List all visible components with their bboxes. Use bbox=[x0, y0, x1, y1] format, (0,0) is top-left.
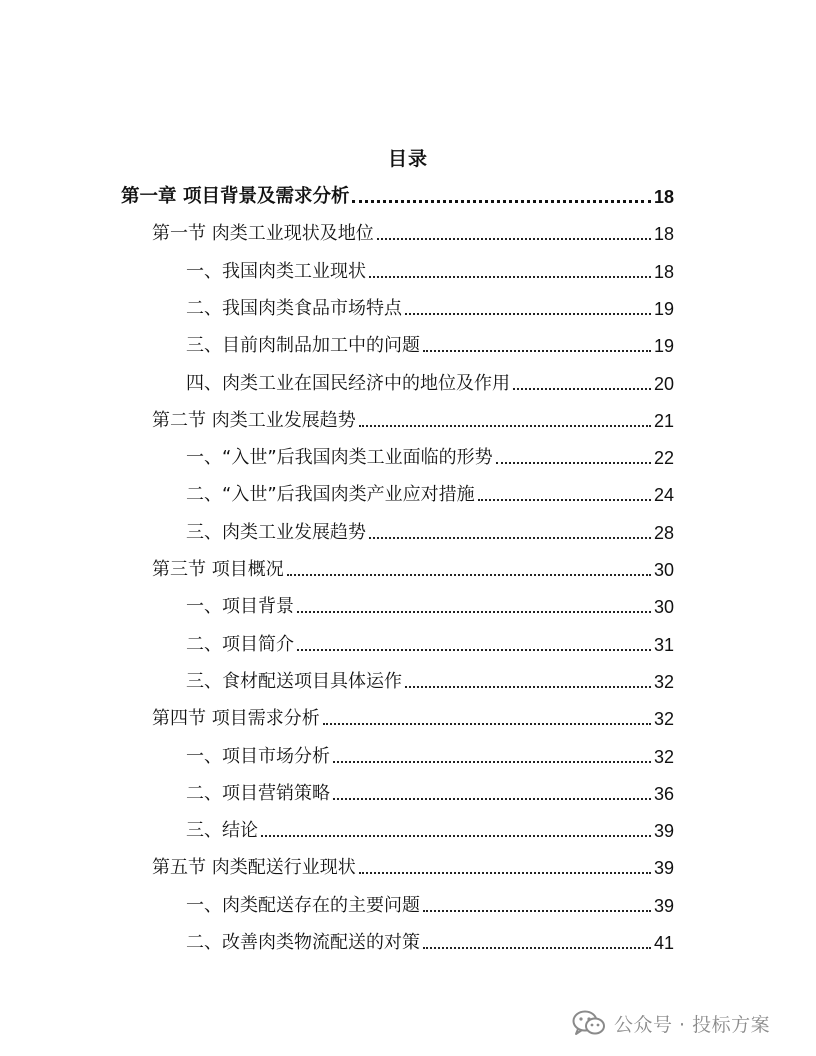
toc-page-number: 32 bbox=[653, 747, 674, 767]
toc-dot-leader bbox=[423, 350, 651, 352]
toc-entry-label: 二、“入世”后我国肉类产业应对措施 bbox=[186, 484, 475, 505]
toc-dot-leader bbox=[377, 238, 651, 240]
toc-dot-leader bbox=[405, 686, 651, 688]
toc-chapter-entry[interactable] bbox=[121, 182, 674, 208]
toc-entry-label: 第四节 项目需求分析 bbox=[152, 708, 320, 729]
toc-entry-label: 第三节 项目概况 bbox=[152, 559, 284, 580]
toc-section-entry[interactable] bbox=[152, 704, 674, 730]
toc-page-number: 30 bbox=[653, 560, 674, 580]
toc-entry-label: 第二节 肉类工业发展趋势 bbox=[152, 410, 356, 431]
toc-dot-leader bbox=[359, 425, 651, 427]
toc-page-number: 31 bbox=[653, 635, 674, 655]
toc-subsection-entry[interactable] bbox=[186, 742, 674, 768]
toc-entry-label: 一、肉类配送存在的主要问题 bbox=[186, 895, 420, 916]
watermark bbox=[572, 1008, 770, 1038]
toc-page-number: 21 bbox=[653, 411, 674, 431]
toc-dot-leader bbox=[297, 649, 651, 651]
toc-subsection-entry[interactable] bbox=[186, 443, 674, 469]
toc-dot-leader bbox=[369, 276, 651, 278]
toc-subsection-entry[interactable] bbox=[186, 779, 674, 805]
toc-page-number: 22 bbox=[653, 448, 674, 468]
toc-entry-label: 一、项目市场分析 bbox=[186, 746, 330, 767]
toc-entry-label: 第一章 项目背景及需求分析 bbox=[121, 186, 350, 207]
toc-subsection-entry[interactable] bbox=[186, 630, 674, 656]
toc-section-entry[interactable] bbox=[152, 853, 674, 879]
watermark-text: 公众号 · 投标方案 bbox=[614, 1013, 771, 1036]
toc-dot-leader bbox=[513, 388, 651, 390]
toc-page-number: 18 bbox=[653, 187, 674, 207]
toc-entry-label: 三、食材配送项目具体运作 bbox=[186, 671, 402, 692]
toc-subsection-entry[interactable] bbox=[186, 928, 674, 954]
toc-entry-label: 一、我国肉类工业现状 bbox=[186, 261, 366, 282]
toc-entry-label: 二、项目营销策略 bbox=[186, 783, 330, 804]
toc-subsection-entry[interactable] bbox=[186, 592, 674, 618]
wechat-icon bbox=[572, 1009, 606, 1037]
toc-subsection-entry[interactable] bbox=[186, 331, 674, 357]
toc-page-number: 18 bbox=[653, 224, 674, 244]
toc-page-number: 20 bbox=[653, 374, 674, 394]
toc-entry-label: 第五节 肉类配送行业现状 bbox=[152, 857, 356, 878]
toc-entry-label: 二、改善肉类物流配送的对策 bbox=[186, 932, 420, 953]
toc-subsection-entry[interactable] bbox=[186, 667, 674, 693]
toc-dot-leader bbox=[352, 200, 651, 203]
toc-entry-label: 一、项目背景 bbox=[186, 596, 294, 617]
toc-entry-label: 三、结论 bbox=[186, 820, 258, 841]
toc-page-number: 24 bbox=[653, 485, 674, 505]
toc-section-entry[interactable] bbox=[152, 555, 674, 581]
toc-entry-label: 一、“入世”后我国肉类工业面临的形势 bbox=[186, 447, 493, 468]
toc-entry-label: 三、目前肉制品加工中的问题 bbox=[186, 335, 420, 356]
toc-dot-leader bbox=[423, 910, 651, 912]
toc-dot-leader bbox=[359, 872, 651, 874]
toc-page-number: 30 bbox=[653, 597, 674, 617]
toc-dot-leader bbox=[323, 723, 651, 725]
toc-subsection-entry[interactable] bbox=[186, 891, 674, 917]
toc-section-entry[interactable] bbox=[152, 406, 674, 432]
toc-page-number: 18 bbox=[653, 262, 674, 282]
toc-subsection-entry[interactable] bbox=[186, 294, 674, 320]
toc-entry-label: 三、肉类工业发展趋势 bbox=[186, 522, 366, 543]
toc-page-number: 28 bbox=[653, 523, 674, 543]
toc-page-number: 19 bbox=[653, 299, 674, 319]
toc-page-number: 36 bbox=[653, 784, 674, 804]
toc-subsection-entry[interactable] bbox=[186, 816, 674, 842]
toc-dot-leader bbox=[405, 313, 651, 315]
toc-title: 目录 bbox=[387, 148, 428, 170]
toc-entry-label: 第一节 肉类工业现状及地位 bbox=[152, 223, 374, 244]
toc-dot-leader bbox=[496, 462, 651, 464]
toc-dot-leader bbox=[287, 574, 651, 576]
toc-dot-leader bbox=[333, 761, 651, 763]
toc-subsection-entry[interactable] bbox=[186, 257, 674, 283]
toc-dot-leader bbox=[478, 499, 651, 501]
toc-subsection-entry[interactable] bbox=[186, 369, 674, 395]
toc-page-number: 32 bbox=[653, 672, 674, 692]
toc-entry-label: 二、我国肉类食品市场特点 bbox=[186, 298, 402, 319]
toc-subsection-entry[interactable] bbox=[186, 518, 674, 544]
toc-dot-leader bbox=[333, 798, 651, 800]
toc-page-number: 39 bbox=[653, 858, 674, 878]
toc-dot-leader bbox=[423, 947, 651, 949]
toc-section-entry[interactable] bbox=[152, 219, 674, 245]
toc-page-number: 39 bbox=[653, 896, 674, 916]
toc-subsection-entry[interactable] bbox=[186, 480, 674, 506]
toc-dot-leader bbox=[297, 611, 651, 613]
toc-dot-leader bbox=[369, 537, 651, 539]
toc-page-number: 39 bbox=[653, 821, 674, 841]
toc-page-number: 32 bbox=[653, 709, 674, 729]
toc-entry-label: 二、项目简介 bbox=[186, 634, 294, 655]
toc-page-number: 41 bbox=[653, 933, 674, 953]
toc-entry-label: 四、肉类工业在国民经济中的地位及作用 bbox=[186, 373, 510, 394]
toc-dot-leader bbox=[261, 835, 651, 837]
toc-page-number: 19 bbox=[653, 336, 674, 356]
